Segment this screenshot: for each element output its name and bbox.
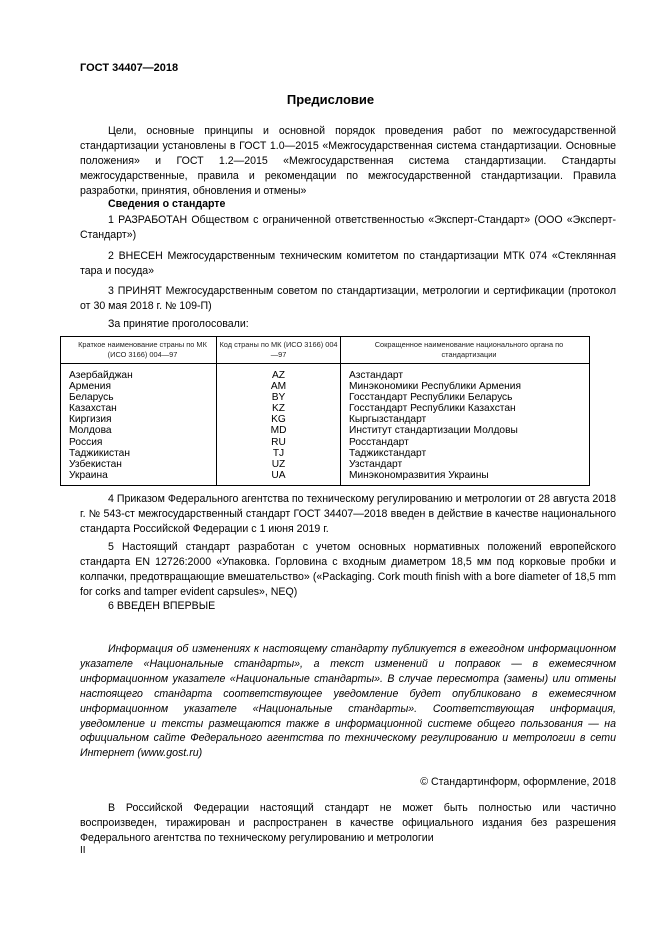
cell-body: Минэкономики Республики Армения [341, 381, 590, 392]
table-row [61, 459, 590, 470]
cell-country: Азербайджан [61, 364, 217, 382]
cell-body: Таджикстандарт [341, 448, 590, 459]
cell-country: Украина [61, 470, 217, 486]
table-row [61, 448, 590, 459]
cell-country: Армения [61, 381, 217, 392]
cell-country: Молдова [61, 425, 217, 436]
page-title: Предисловие [286, 92, 375, 107]
cell-body: Узстандарт [341, 459, 590, 470]
cell-country: Казахстан [61, 403, 217, 414]
cell-body: Минэкономразвития Украины [341, 470, 590, 486]
item-5-basis: 5 Настоящий стандарт разработан с учетом основных нормативных положений европейского стандарта EN 12726:2000 «Упаковка. Горловина с входным диаметром 18,5 мм под корковые пробки и колпачки, предотвращающие вмешательство» («Packaging. Cork mouth finish with a bore diameter of 18,5 mm for corks and tamper evident capsules», NEQ) [80, 541, 616, 598]
cell-body: Азстандарт [341, 364, 590, 382]
cell-country: Киргизия [61, 414, 217, 425]
legal-note: В Российской Федерации настоящий стандарт не может быть полностью или частично воспроизведен, тиражирован и распространен в качестве официального издания без разрешения Федерального агентства по техническому регулированию и метрологии [80, 802, 616, 844]
cell-country: Россия [61, 437, 217, 448]
table-header-row [61, 337, 590, 364]
cell-country: Беларусь [61, 392, 217, 403]
cell-code: UZ [217, 459, 341, 470]
cell-code: AZ [217, 364, 341, 382]
intro-paragraph: Цели, основные принципы и основной порядок проведения работ по межгосударственной стандартизации установлены в ГОСТ 1.0—2015 «Межгосударственная система стандартизации. Основные положения» и ГОСТ 1.2—2015 «Межгосударственная система стандартизации. Стандарты межгосударственные, правила и рекомендации по межгосударственной стандартизации. Правила разработки, принятия, обновления и отмены» [80, 125, 616, 197]
item-1-developed: 1 РАЗРАБОТАН Обществом с ограниченной ответственностью «Эксперт-Стандарт» (ООО «Эксперт-Стандарт») [80, 214, 616, 241]
item-4-order: 4 Приказом Федерального агентства по техническому регулированию и метрологии от 28 августа 2018 г. № 543-ст межгосударственный стандарт ГОСТ 34407—2018 введен в действие в качестве национального стандарта Российской Федерации с 1 июня 2019 г. [80, 493, 616, 535]
table-row [61, 364, 590, 382]
copyright: © Стандартинформ, оформление, 2018 [420, 776, 616, 788]
cell-code: MD [217, 425, 341, 436]
cell-code: TJ [217, 448, 341, 459]
table-row [61, 392, 590, 403]
table-header-body: Сокращенное наименование национального органа по стандартизации [341, 337, 590, 364]
vote-intro: За принятие проголосовали: [108, 318, 249, 330]
cell-code: KG [217, 414, 341, 425]
table-header-country: Краткое наименование страны по МК (ИСО 3166) 004—97 [61, 337, 217, 364]
item-2-introduced: 2 ВНЕСЕН Межгосударственным техническим комитетом по стандартизации МТК 074 «Стеклянная тара и посуда» [80, 250, 616, 277]
table-row [61, 437, 590, 448]
page-number: II [80, 845, 86, 856]
table-row [61, 381, 590, 392]
cell-country: Узбекистан [61, 459, 217, 470]
item-3-adopted: 3 ПРИНЯТ Межгосударственным советом по стандартизации, метрологии и сертификации (протокол от 30 мая 2018 г. № 109-П) [80, 285, 616, 312]
table-header-code: Код страны по МК (ИСО 3166) 004—97 [217, 337, 341, 364]
table-row [61, 470, 590, 486]
cell-code: RU [217, 437, 341, 448]
cell-country: Таджикистан [61, 448, 217, 459]
table-row [61, 414, 590, 425]
cell-code: BY [217, 392, 341, 403]
cell-body: Госстандарт Республики Казахстан [341, 403, 590, 414]
cell-body: Институт стандартизации Молдовы [341, 425, 590, 436]
info-note: Информация об изменениях к настоящему стандарту публикуется в ежегодном информационном указателе «Национальные стандарты», а текст изменений и поправок — в ежемесячном информационном указателе «Национальные стандарты». В случае пересмотра (замены) или отмены настоящего стандарта соответствующее уведомление будет опубликовано в ежемесячном информационном указателе «Национальные стандарты». Соответствующая информация, уведомление и тексты размещаются также в информационной системе общего пользования — на официальном сайте Федерального агентства по техническому регулированию и метрологии в сети Интернет (www.gost.ru) [80, 643, 616, 760]
cell-body: Кыргызстандарт [341, 414, 590, 425]
cell-code: UA [217, 470, 341, 486]
cell-code: KZ [217, 403, 341, 414]
item-6-first-introduced: 6 ВВЕДЕН ВПЕРВЫЕ [108, 600, 216, 612]
section-heading: Сведения о стандарте [108, 198, 226, 210]
cell-body: Росстандарт [341, 437, 590, 448]
document-code-header: ГОСТ 34407—2018 [80, 62, 179, 74]
table-row [61, 425, 590, 436]
table-row [61, 403, 590, 414]
cell-code: AM [217, 381, 341, 392]
voting-table [60, 336, 590, 486]
cell-body: Госстандарт Республики Беларусь [341, 392, 590, 403]
